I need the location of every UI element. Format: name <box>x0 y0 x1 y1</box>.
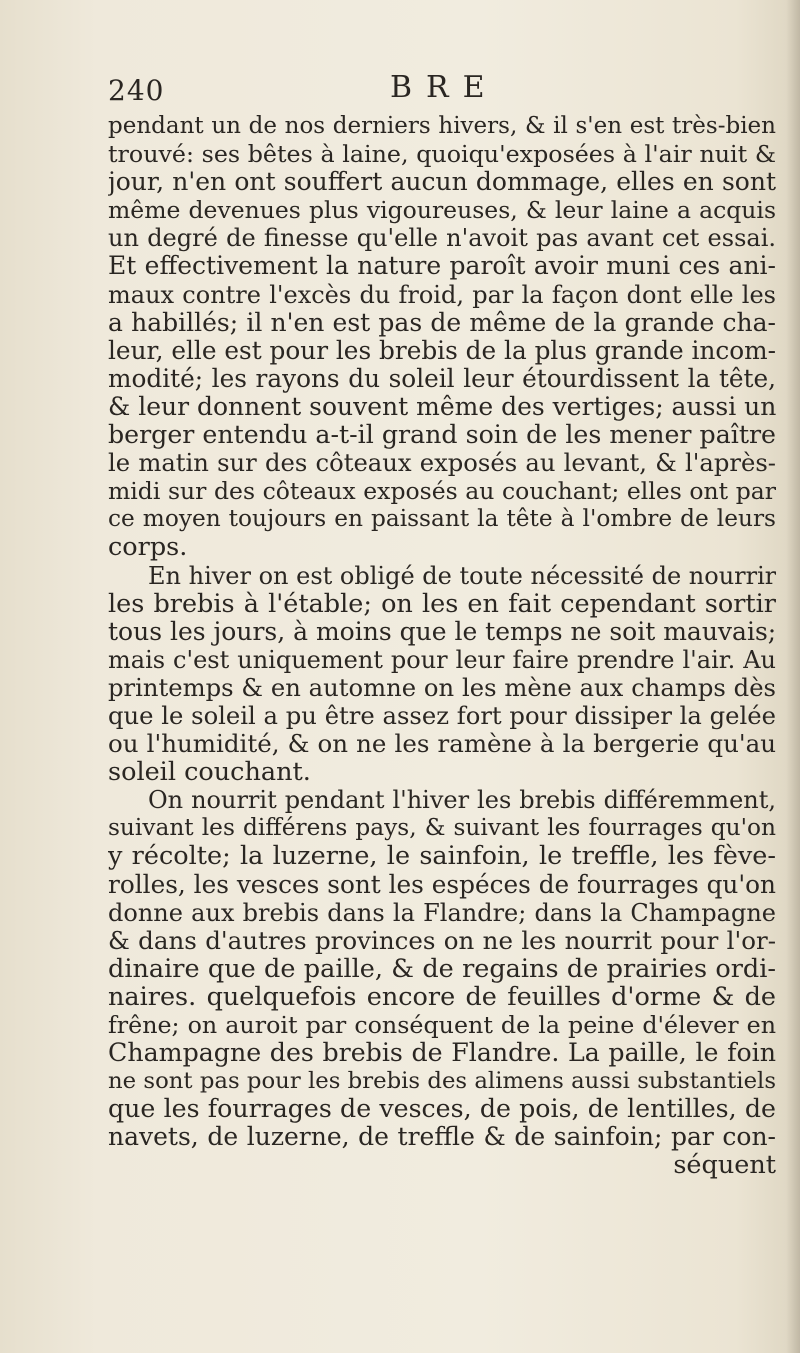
text-line: printemps & en automne on les mène aux champs dès <box>108 673 776 702</box>
text-line: Et effectivement la nature paroît avoir muni ces ani- <box>108 252 776 281</box>
page-edge-shadow <box>786 0 800 1353</box>
text-line: un degré de finesse qu'elle n'avoit pas avant cet essai. <box>108 224 776 253</box>
text-line: Champagne des brebis de Flandre. La paille, le foin <box>108 1039 776 1068</box>
text-line: navets, de luzerne, de treffle & de sainfoin; par con- <box>108 1123 776 1152</box>
text-line: ou l'humidité, & on ne les ramène à la bergerie qu'au <box>108 730 776 759</box>
text-line: dinaire que de paille, & de regains de prairies ordi- <box>108 954 776 983</box>
text-line: que les fourrages de vesces, de pois, de lentilles, de <box>108 1095 776 1124</box>
text-line: berger entendu a-t-il grand soin de les mener paître <box>108 421 776 450</box>
text-line: le matin sur des côteaux exposés au levant, & l'après- <box>108 449 776 478</box>
text-line: les brebis à l'étable; on les en fait cependant sortir <box>108 589 776 618</box>
paragraph-end-line: corps. <box>108 533 188 562</box>
paragraph-first-line: On nourrit pendant l'hiver les brebis différemment, <box>148 786 776 815</box>
text-line: & dans d'autres provinces on ne les nourrit pour l'or- <box>108 926 776 955</box>
text-line: jour, n'en ont souffert aucun dommage, elles en sont <box>108 168 776 197</box>
running-head: BRE <box>390 70 499 105</box>
body-text <box>108 112 776 1180</box>
text-line: ne sont pas pour les brebis des alimens aussi substantiels <box>108 1068 776 1095</box>
page-header <box>108 70 768 114</box>
paragraph-end-line: soleil couchant. <box>108 758 311 787</box>
text-line: & leur donnent souvent même des vertiges; aussi un <box>108 392 776 421</box>
text-line: tous les jours, à moins que le temps ne soit mauvais; <box>108 617 776 646</box>
text-line: midi sur des côteaux exposés au couchant; elles ont par <box>108 477 776 506</box>
text-line: modité; les rayons du soleil leur étourdissent la tête, <box>108 364 776 393</box>
text-line: y récolte; la luzerne, le sainfoin, le treffle, les fève- <box>108 842 776 871</box>
text-line: que le soleil a pu être assez fort pour dissiper la gelée <box>108 701 776 730</box>
text-line: mais c'est uniquement pour leur faire prendre l'air. Au <box>108 645 776 674</box>
text-line: maux contre l'excès du froid, par la façon dont elle les <box>108 280 776 309</box>
text-line: donne aux brebis dans la Flandre; dans la Champagne <box>108 898 776 927</box>
catchword: séquent <box>673 1151 776 1180</box>
text-line: a habillés; il n'en est pas de même de la grande cha- <box>108 308 776 337</box>
text-line: naires. quelquefois encore de feuilles d'orme & de <box>108 982 776 1011</box>
text-line: rolles, les vesces sont les espéces de fourrages qu'on <box>108 870 776 899</box>
text-line: suivant les différens pays, & suivant les fourrages qu'on <box>108 814 776 842</box>
paragraph-first-line: En hiver on est obligé de toute nécessité de nourrir <box>148 561 776 590</box>
text-line: leur, elle est pour les brebis de la plus grande incom- <box>108 336 776 365</box>
text-line: pendant un de nos derniers hivers, & il s'en est très-bien <box>108 113 776 139</box>
text-line: frêne; on auroit par conséquent de la peine d'élever en <box>108 1011 776 1039</box>
text-line: ce moyen toujours en paissant la tête à l'ombre de leurs <box>108 505 776 533</box>
text-line: trouvé: ses bêtes à laine, quoiqu'exposées à l'air nuit & <box>108 140 776 169</box>
text-line: même devenues plus vigoureuses, & leur laine a acquis <box>108 196 776 225</box>
page-number: 240 <box>108 74 165 107</box>
